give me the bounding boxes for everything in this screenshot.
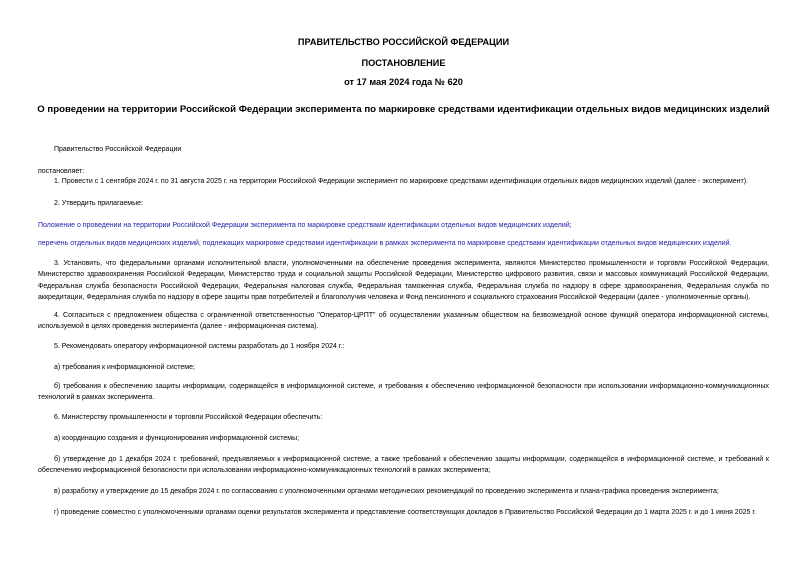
paragraph-1: 1. Провести с 1 сентября 2024 г. по 31 августа 2025 г. на территории Российской Федерации эксперимент по маркировке средствами идентификации отдельных видов медицинских изделий (далее - эксперимент). — [54, 178, 748, 185]
paragraph-2: 2. Утвердить прилагаемые: — [54, 200, 143, 207]
paragraph-6c: в) разработку и утверждение до 15 декабря 2024 г. по согласованию с уполномоченными органами методических рекомендаций по проведению эксперимента и плана-графика проведения эксперимента; — [54, 488, 719, 495]
paragraph-5b: б) требования к обеспечению защиты информации, содержащейся в информационной системе, и требования к обеспечению информационной безопасности при использовании информационно-коммуникационных технологий в рамках эксперимента. — [38, 383, 769, 402]
paragraph-4: 4. Согласиться с предложением общества с ограниченной ответственностью "Оператор-ЦРПТ" об осуществлении указанным обществом на безвозмездной основе функций оператора информационной системы, используемой в целях проведения эксперимента (далее - информационная система). — [38, 312, 769, 331]
paragraph-6d: г) проведение совместно с уполномоченными органами оценки результатов эксперимента и представление соответствующих докладов в Правительство Российской Федерации до 1 марта 2025 г. и до 1 июня 2025 г. — [54, 509, 756, 516]
paragraph-5a: а) требования к информационной системе; — [54, 364, 195, 371]
paragraph-3: 3. Установить, что федеральными органами исполнительной власти, уполномоченными на обеспечение проведения эксперимента, являются Министерство промышленности и торговли Российской Федерации, Министерство здравоохранения Российской Федерации, Министерство труда и социальной защиты Российской Федерации, Министерство цифрового развития, связи и массовых коммуникаций Российской Федерации, Федеральная служба безопасности Российской Федерации, Федеральная налоговая служба, Федеральная таможенная служба, Федеральная служба по надзору в сфере здравоохранения, Федеральная служба по аккредитации, Федеральная служба по надзору в сфере защиты прав потребителей и благополучия человека и Фонд пенсионного и социального страхования Российской Федерации (далее - уполномоченные органы). — [38, 260, 769, 302]
paragraph-5: 5. Рекомендовать оператору информационной системы разработать до 1 ноября 2024 г.: — [54, 343, 345, 350]
government-heading: ПРАВИТЕЛЬСТВО РОССИЙСКОЙ ФЕДЕРАЦИИ — [297, 37, 510, 47]
paragraph-6: 6. Министерству промышленности и торговли Российской Федерации обеспечить: — [54, 414, 323, 421]
decrees-text: постановляет: — [38, 168, 85, 175]
link-list[interactable]: перечень отдельных видов медицинских изделий, подлежащих маркировке средствами идентификации в рамках эксперимента по маркировке средствами идентификации отдельных видов медицинских изделий. — [38, 240, 732, 247]
intro-text: Правительство Российской Федерации — [54, 146, 182, 153]
document-title: О проведении на территории Российской Федерации эксперимента по маркировке средствами идентификации отдельных видов медицинских изделий — [37, 104, 770, 115]
document-type: ПОСТАНОВЛЕНИЕ — [361, 58, 446, 68]
date-number: от 17 мая 2024 года № 620 — [344, 77, 463, 87]
paragraph-6b: б) утверждение до 1 декабря 2024 г. требований, предъявляемых к информационной системе, а также требований к обеспечению защиты информации, содержащейся в информационной системе, и требований к обеспечению информационной безопасности при использовании информационно-коммуникационных технологий в рамках эксперимента; — [38, 456, 769, 475]
paragraph-6a: а) координацию создания и функционирования информационной системы; — [54, 435, 300, 442]
link-regulation[interactable]: Положение о проведении на территории Российской Федерации эксперимента по маркировке средствами идентификации отдельных видов медицинских изделий; — [38, 222, 572, 229]
